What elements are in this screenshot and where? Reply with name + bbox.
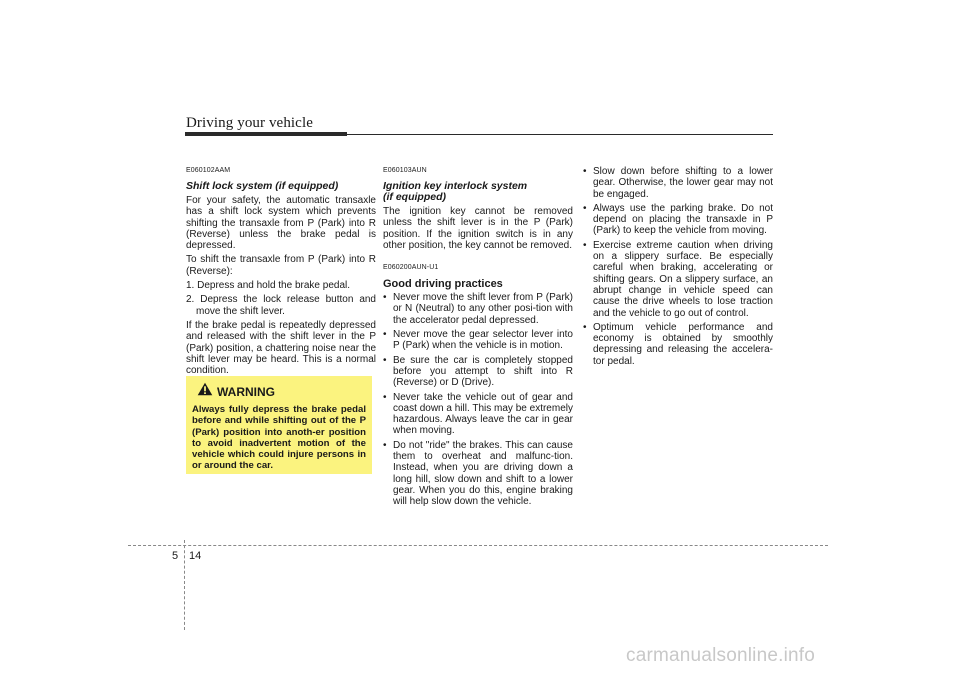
warning-header bbox=[197, 382, 366, 401]
footer-dashed-divider bbox=[184, 540, 185, 630]
section-number: 5 bbox=[172, 550, 179, 562]
section-heading-ignition-key bbox=[383, 181, 573, 203]
page-header-title: Driving your vehicle bbox=[186, 115, 313, 131]
step-1: 1. Depress and hold the brake pedal. bbox=[186, 280, 350, 292]
list-item: • Be sure the car is completely stopped before you attempt to shift into R (Reverse) or D (Drive). bbox=[383, 355, 573, 389]
step-2: 2. Depress the lock release button and move the shift lever. bbox=[186, 294, 376, 317]
section-code: E060103AUN bbox=[383, 167, 427, 174]
list-item: • Always use the parking brake. Do not depend on placing the transaxle in P (Park) to keep the vehicle from moving. bbox=[583, 203, 773, 237]
paragraph: For your safety, the automatic transaxle has a shift lock system which prevents shifting the transaxle from P (Park) into R (Reverse) unless the brake pedal is depressed. bbox=[186, 195, 376, 252]
list-item: • Slow down before shifting to a lower gear. Otherwise, the lower gear may not be engaged. bbox=[583, 166, 773, 200]
warning-title: WARNING bbox=[217, 384, 275, 399]
column-2 bbox=[383, 166, 573, 511]
footer-dashed-rule bbox=[128, 545, 828, 546]
watermark: carmanualsonline.info bbox=[626, 645, 816, 666]
list-item: • Do not "ride" the brakes. This can cause them to overheat and malfunc-tion. Instead, when you are driving down a long hill, slow down and shift to a lower gear. When you do this, engine braking will help slow down the vehicle. bbox=[383, 440, 573, 508]
section-heading-shift-lock: Shift lock system (if equipped) bbox=[186, 180, 339, 192]
bullet-list bbox=[583, 166, 773, 367]
header-rule-thick bbox=[185, 132, 347, 136]
paragraph: To shift the transaxle from P (Park) into R (Reverse): bbox=[186, 254, 376, 277]
list-item: • Exercise extreme caution when driving on a slippery surface. Be especially careful when braking, accelerating or shifting gears. On a slippery surface, an abrupt change in vehicle speed can cause the drive wheels to lose traction and the vehicle to go out of control. bbox=[583, 240, 773, 319]
heading-line: Ignition key interlock system bbox=[383, 180, 528, 192]
warning-box bbox=[186, 376, 372, 474]
section-code: E060102AAM bbox=[186, 167, 231, 174]
list-item: • Never move the shift lever from P (Park) or N (Neutral) to any other posi-tion with the accelerator pedal depressed. bbox=[383, 292, 573, 326]
list-item: • Optimum vehicle performance and economy is obtained by smoothly depressing and releasing the accelera-tor pedal. bbox=[583, 322, 773, 367]
column-1 bbox=[186, 166, 376, 379]
header-rule-thin bbox=[347, 134, 773, 135]
paragraph: The ignition key cannot be removed unless the shift lever is in the P (Park) position. If the ignition switch is in any other position, the key cannot be removed. bbox=[383, 206, 573, 251]
heading-line: (if equipped) bbox=[383, 191, 446, 203]
warning-triangle-icon bbox=[197, 382, 213, 401]
bullet-list bbox=[383, 292, 573, 507]
section-code: E060200AUN-U1 bbox=[383, 264, 439, 272]
warning-text: Always fully depress the brake pedal before and while shifting out of the P (Park) position into anoth-er position to avoid inadvertent motion of the vehicle which could injure persons in or around the car. bbox=[192, 404, 366, 472]
section-heading-good-driving: Good driving practices bbox=[383, 278, 503, 291]
paragraph: If the brake pedal is repeatedly depressed and released with the shift lever in the P (Park) position, a chattering noise near the shift lever may be heard. This is a normal condition. bbox=[186, 319, 376, 377]
column-3 bbox=[583, 166, 773, 370]
list-item: • Never move the gear selector lever into P (Park) when the vehicle is in motion. bbox=[383, 329, 573, 352]
page-number: 14 bbox=[189, 550, 202, 562]
list-item: • Never take the vehicle out of gear and coast down a hill. This may be extremely hazardous. Always leave the car in gear when moving. bbox=[383, 392, 573, 437]
